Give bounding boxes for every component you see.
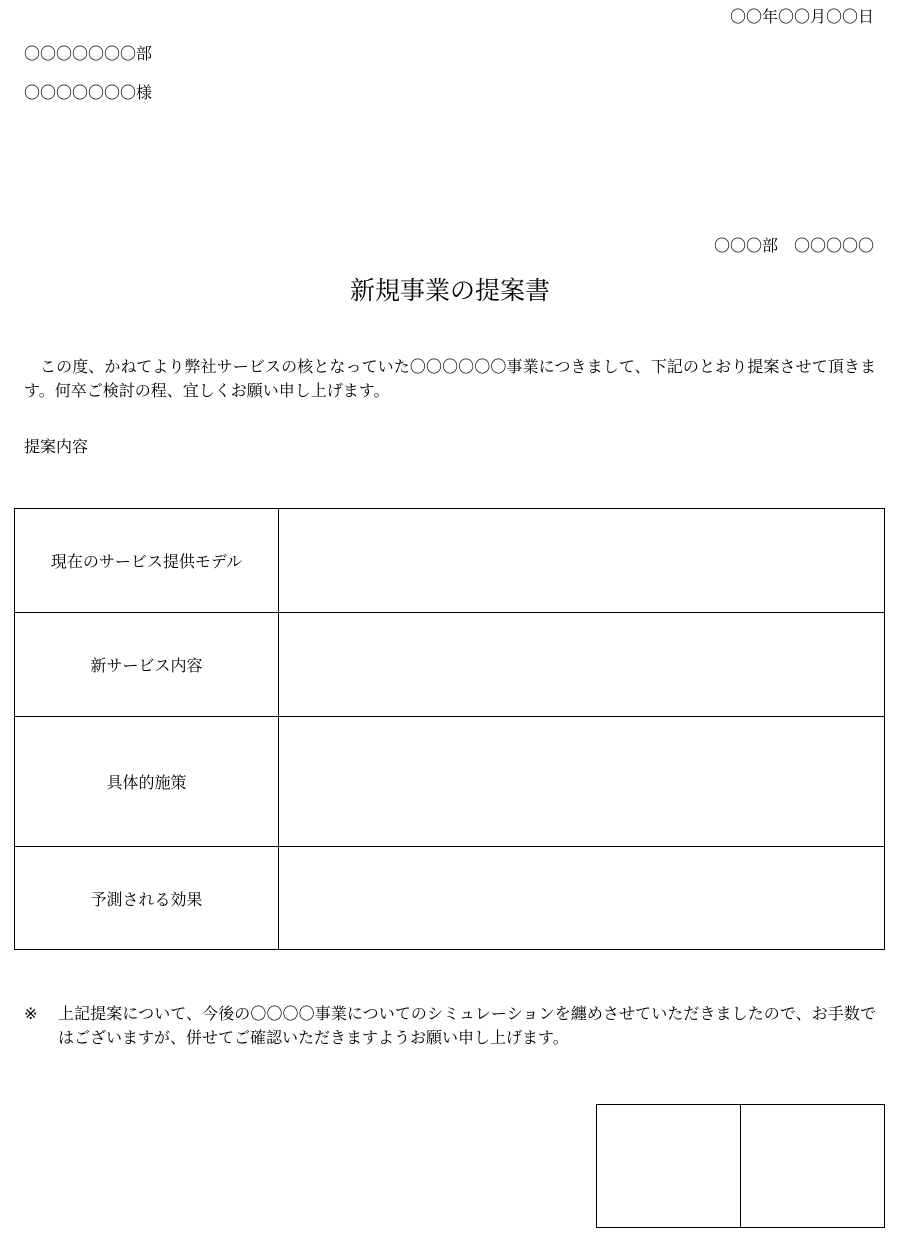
note-block [24, 1002, 876, 1050]
table-row-label: 予測される効果 [15, 847, 279, 950]
section-label: 提案内容 [24, 437, 89, 456]
recipient-department: 〇〇〇〇〇〇〇部 [24, 44, 153, 63]
intro-paragraph: この度、かねてより弊社サービスの核となっていた〇〇〇〇〇〇事業につきまして、下記のとおり提案させて頂きます。何卒ご検討の程、宜しくお願い申し上げます。 [24, 357, 876, 400]
table-row-value [279, 717, 885, 847]
note-mark: ※ [24, 1004, 38, 1023]
document-date: 〇〇年〇〇月〇〇日 [729, 7, 874, 26]
document-title: 新規事業の提案書 [349, 276, 550, 305]
approval-stamp-box [596, 1104, 885, 1228]
table-row-value [279, 509, 885, 613]
table-row-value [279, 847, 885, 950]
table-row-label: 新サービス内容 [15, 613, 279, 717]
note-text: 上記提案について、今後の〇〇〇〇事業についてのシミュレーションを纏めさせていただきましたので、お手数ではございますが、併せてご確認いただきますようお願い申し上げます。 [58, 1004, 876, 1047]
table-row [15, 509, 885, 613]
table-row-value [279, 613, 885, 717]
table-row-label: 具体的施策 [15, 717, 279, 847]
table-row [15, 613, 885, 717]
stamp-cell [597, 1105, 741, 1228]
sender-line: 〇〇〇部 〇〇〇〇〇 [713, 236, 874, 255]
recipient-name: 〇〇〇〇〇〇〇様 [24, 83, 153, 102]
stamp-cell [741, 1105, 885, 1228]
proposal-table [14, 508, 885, 950]
table-row-label: 現在のサービス提供モデル [15, 509, 279, 613]
table-row [15, 847, 885, 950]
table-row [15, 717, 885, 847]
